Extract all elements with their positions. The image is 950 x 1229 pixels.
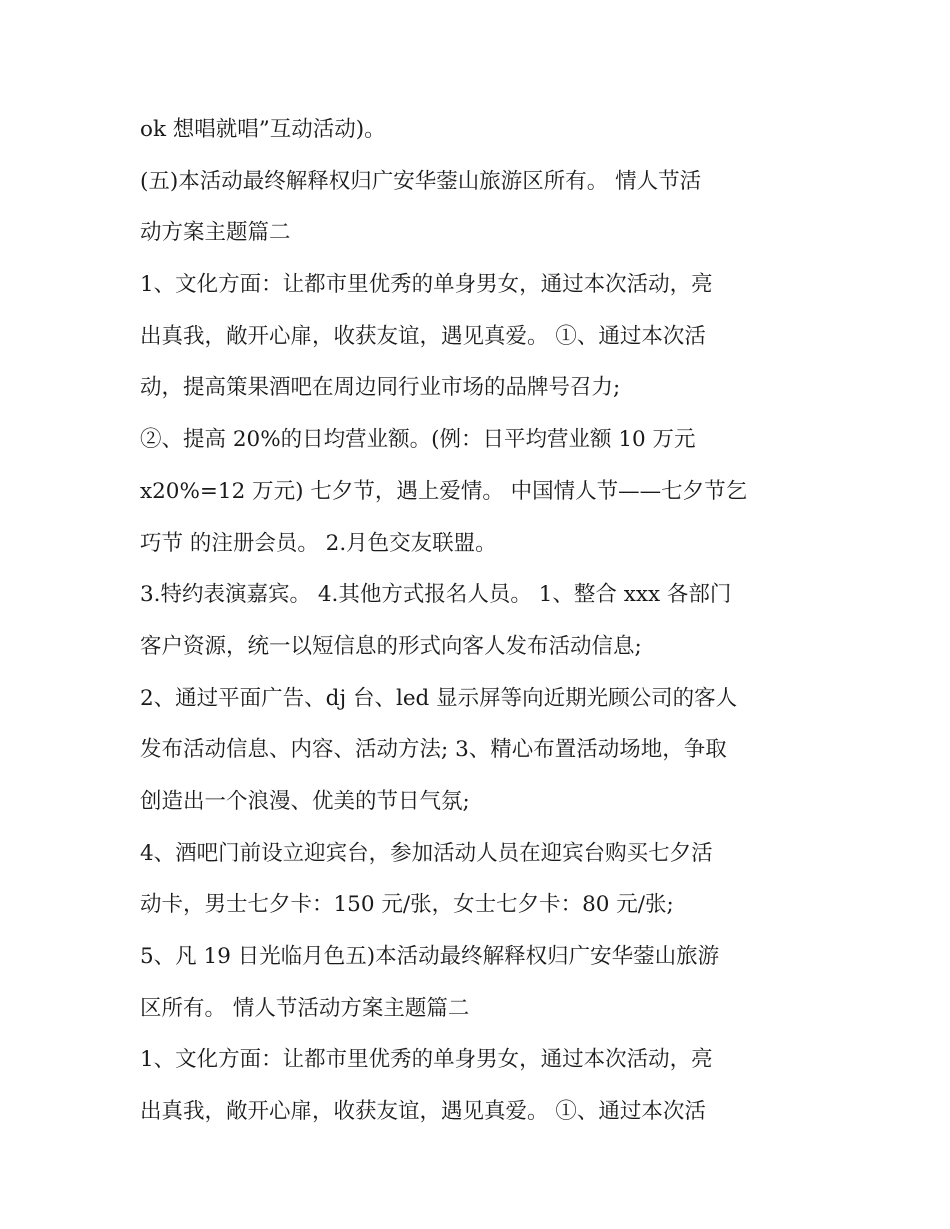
- text-line: 区所有。 情人节活动方案主题篇二: [140, 995, 470, 1021]
- text-line: 出真我，敞开心扉，收获友谊，遇见真爱。 ①、通过本次活: [140, 323, 706, 349]
- text-line: 创造出一个浪漫、优美的节日气氛;: [140, 788, 470, 814]
- text-line: 1、文化方面：让都市里优秀的单身男女，通过本次活动，亮: [140, 272, 713, 298]
- text-line: 2、通过平面广告、dj 台、led 显示屏等向近期光顾公司的客人: [140, 685, 738, 711]
- text-line: ②、提高 20%的日均营业额。(例：日平均营业额 10 万元: [140, 427, 696, 453]
- text-line: 1、文化方面：让都市里优秀的单身男女，通过本次活动，亮: [140, 1047, 713, 1073]
- text-line: 4、酒吧门前设立迎宾台，参加活动人员在迎宾台购买七夕活: [140, 840, 713, 866]
- text-line: 出真我，敞开心扉，收获友谊，遇见真爱。 ①、通过本次活: [140, 1099, 706, 1125]
- text-line: 巧节 的注册会员。 2.月色交友联盟。: [140, 530, 497, 556]
- body-text: [140, 104, 820, 1138]
- text-line: 动方案主题篇二: [140, 220, 291, 246]
- text-line: (五)本活动最终解释权归广安华蓥山旅游区所有。 情人节活: [140, 168, 702, 194]
- text-line: 动，提高策果酒吧在周边同行业市场的品牌号召力;: [140, 375, 621, 401]
- text-line: 动卡，男士七夕卡：150 元/张，女士七夕卡：80 元/张;: [140, 892, 674, 918]
- text-line: 发布活动信息、内容、活动方法; 3、精心布置活动场地，争取: [140, 737, 727, 763]
- text-line: 3.特约表演嘉宾。 4.其他方式报名人员。 1、整合 xxx 各部门: [140, 582, 732, 608]
- text-line: x20%=12 万元) 七夕节，遇上爱情。 中国情人节——七夕节乞: [140, 478, 748, 504]
- text-line: ok 想唱就唱”互动活动)。: [140, 117, 386, 142]
- text-line: 5、凡 19 日光临月色五)本活动最终解释权归广安华蓥山旅游: [140, 944, 720, 969]
- text-line: 客户资源，统一以短信息的形式向客人发布活动信息;: [140, 633, 642, 659]
